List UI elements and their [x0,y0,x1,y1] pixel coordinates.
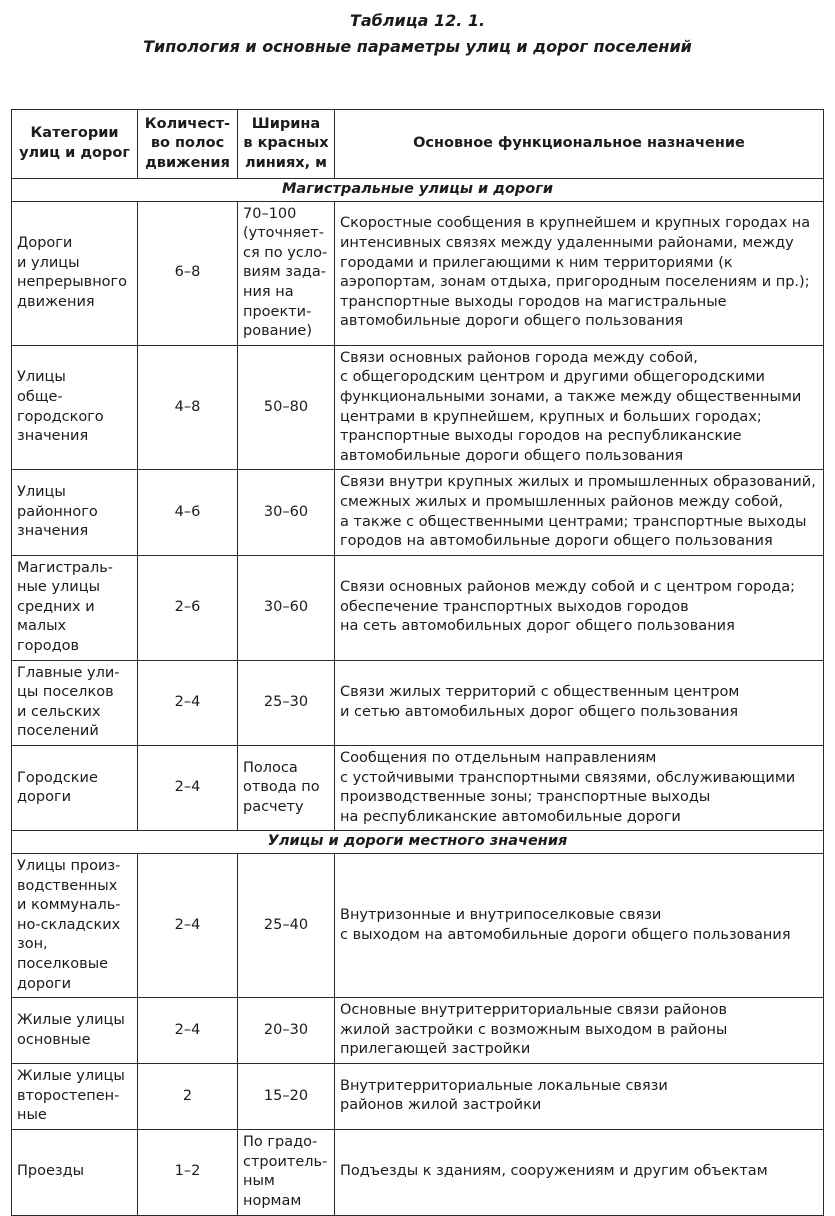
table-row [12,998,824,1064]
purpose-cell: Связи внутри крупных жилых и промышленных образований, смежных жилых и промышленных районов между собой, а также с общественными центрами; транспортные выходы городов на автомобильные дороги общего пользования [335,470,824,555]
header-width: Ширина в красных линиях, м [238,110,335,179]
table-row [12,854,824,998]
purpose-cell: Связи основных районов города между собой, с общегородским центром и другими общегородскими функциональными зонами, а также между общественными центрами в крупнейшем, крупных и больших городах; транспортные выходы городов на республиканские автомобильные дороги общего пользования [335,345,824,470]
roads-typology-table [11,109,824,1216]
header-lanes: Количест- во полос движения [138,110,238,179]
header-purpose: Основное функциональное назначение [335,110,824,179]
section-header-row [12,831,824,854]
width-cell: По градо- строитель- ным нормам [238,1129,335,1215]
lanes-cell: 2–4 [138,746,238,831]
category-cell: Улицы произ- водственных и коммуналь- но-складских зон, поселковые дороги [12,854,138,998]
table-row [12,660,824,745]
width-cell: 70–100 (уточняет- ся по усло- виям зада- ния на проекти- рование) [238,201,335,345]
lanes-cell: 4–8 [138,345,238,470]
section-header-row [12,179,824,202]
table-row [12,1063,824,1129]
width-cell: 25–30 [238,660,335,745]
lanes-cell: 6–8 [138,201,238,345]
width-cell: 30–60 [238,555,335,660]
purpose-cell: Связи жилых территорий с общественным центром и сетью автомобильных дорог общего пользования [335,660,824,745]
category-cell: Городские дороги [12,746,138,831]
table-row [12,470,824,555]
table-number: Таблица 12. 1. [349,11,486,30]
width-cell: 50–80 [238,345,335,470]
width-cell: 20–30 [238,998,335,1064]
purpose-cell: Сообщения по отдельным направлениям с устойчивыми транспортными связями, обслуживающими производственные зоны; транспортные выходы на республиканские автомобильные дороги [335,746,824,831]
lanes-cell: 1–2 [138,1129,238,1215]
table-row [12,746,824,831]
lanes-cell: 2–4 [138,998,238,1064]
table-row [12,345,824,470]
header-category: Категории улиц и дорог [12,110,138,179]
table-row [12,201,824,345]
purpose-cell: Внутритерриториальные локальные связи районов жилой застройки [335,1063,824,1129]
category-cell: Проезды [12,1129,138,1215]
table-row [12,555,824,660]
purpose-cell: Основные внутритерриториальные связи районов жилой застройки с возможным выходом в районы прилегающей застройки [335,998,824,1064]
purpose-cell: Связи основных районов между собой и с центром города; обеспечение транспортных выходов городов на сеть автомобильных дорог общего пользования [335,555,824,660]
lanes-cell: 2–4 [138,660,238,745]
table-title: Типология и основные параметры улиц и дорог поселений [143,37,692,56]
purpose-cell: Подъезды к зданиям, сооружениям и другим объектам [335,1129,824,1215]
purpose-cell: Внутризонные и внутрипоселковые связи с выходом на автомобильные дороги общего пользования [335,854,824,998]
category-cell: Жилые улицы основные [12,998,138,1064]
lanes-cell: 4–6 [138,470,238,555]
category-cell: Улицы обще- городского значения [12,345,138,470]
header-row [12,110,824,179]
lanes-cell: 2–6 [138,555,238,660]
purpose-cell: Скоростные сообщения в крупнейшем и крупных городах на интенсивных связях между удаленными районами, между городами и прилегающими к ним территориями (к аэропортам, зонам отдыха, пригородным поселениям и пр.); транспортные выходы городов на магистральные автомобильные дороги общего пользования [335,201,824,345]
lanes-cell: 2 [138,1063,238,1129]
width-cell: Полоса отвода по расчету [238,746,335,831]
category-cell: Магистраль- ные улицы средних и малых городов [12,555,138,660]
section-title: Улицы и дороги местного значения [12,831,824,854]
category-cell: Улицы районного значения [12,470,138,555]
width-cell: 15–20 [238,1063,335,1129]
table-row [12,1129,824,1215]
section-title: Магистральные улицы и дороги [12,179,824,202]
category-cell: Дороги и улицы непрерывного движения [12,201,138,345]
lanes-cell: 2–4 [138,854,238,998]
category-cell: Главные ули- цы поселков и сельских поселений [12,660,138,745]
category-cell: Жилые улицы второстепен- ные [12,1063,138,1129]
width-cell: 30–60 [238,470,335,555]
width-cell: 25–40 [238,854,335,998]
